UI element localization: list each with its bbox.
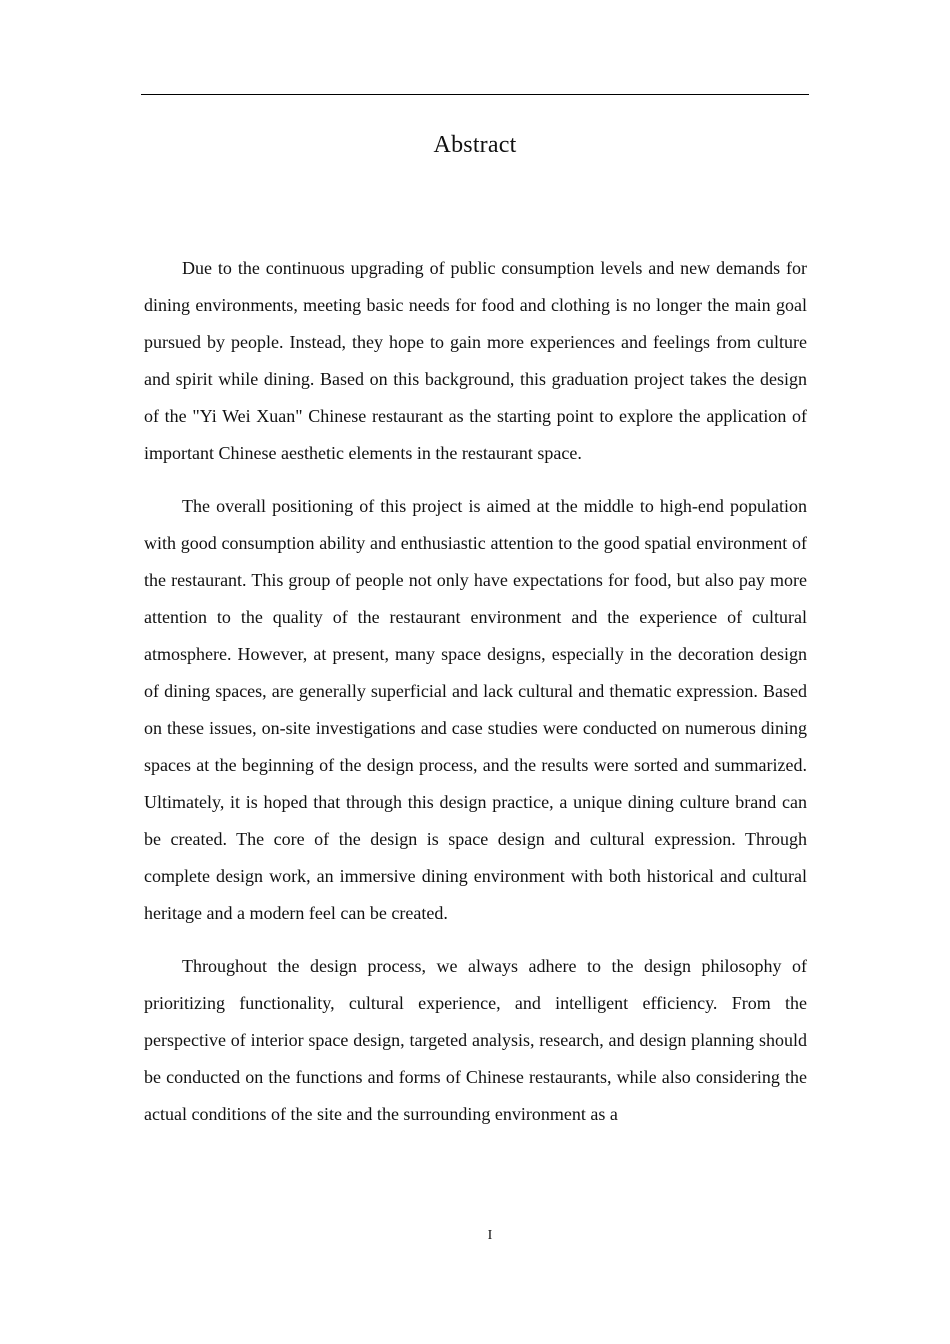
page-title: Abstract xyxy=(433,132,517,158)
abstract-paragraph-3: Throughout the design process, we always adhere to the design philosophy of prioritizing functionality, cultural experience, and intelligent efficiency. From the perspective of interior space design, targeted analysis, research, and design planning should be conducted on the functions and forms of Chinese restaurants, while also considering the actual conditions of the site and the surrounding environment as a xyxy=(144,956,807,1124)
abstract-paragraph-1: Due to the continuous upgrading of public consumption levels and new demands for dining environments, meeting basic needs for food and clothing is no longer the main goal pursued by people. Instead, they hope to gain more experiences and feelings from culture and spirit while dining. Based on this background, this graduation project takes the design of the "Yi Wei Xuan" Chinese restaurant as the starting point to explore the application of important Chinese aesthetic elements in the restaurant space. xyxy=(144,258,807,463)
abstract-body xyxy=(144,250,807,1133)
header-rule xyxy=(141,94,809,95)
abstract-paragraph-2: The overall positioning of this project is aimed at the middle to high-end population with good consumption ability and enthusiastic attention to the good spatial environment of the restaurant. This group of people not only have expectations for food, but also pay more attention to the quality of the restaurant environment and the experience of cultural atmosphere. However, at present, many space designs, especially in the decoration design of dining spaces, are generally superficial and lack cultural and thematic expression. Based on these issues, on-site investigations and case studies were conducted on numerous dining spaces at the beginning of the design process, and the results were sorted and summarized. Ultimately, it is hoped that through this design practice, a unique dining culture brand can be created. The core of the design is space design and cultural expression. Through complete design work, an immersive dining environment with both historical and cultural heritage and a modern feel can be created. xyxy=(144,496,807,923)
page-number: I xyxy=(487,1228,493,1243)
